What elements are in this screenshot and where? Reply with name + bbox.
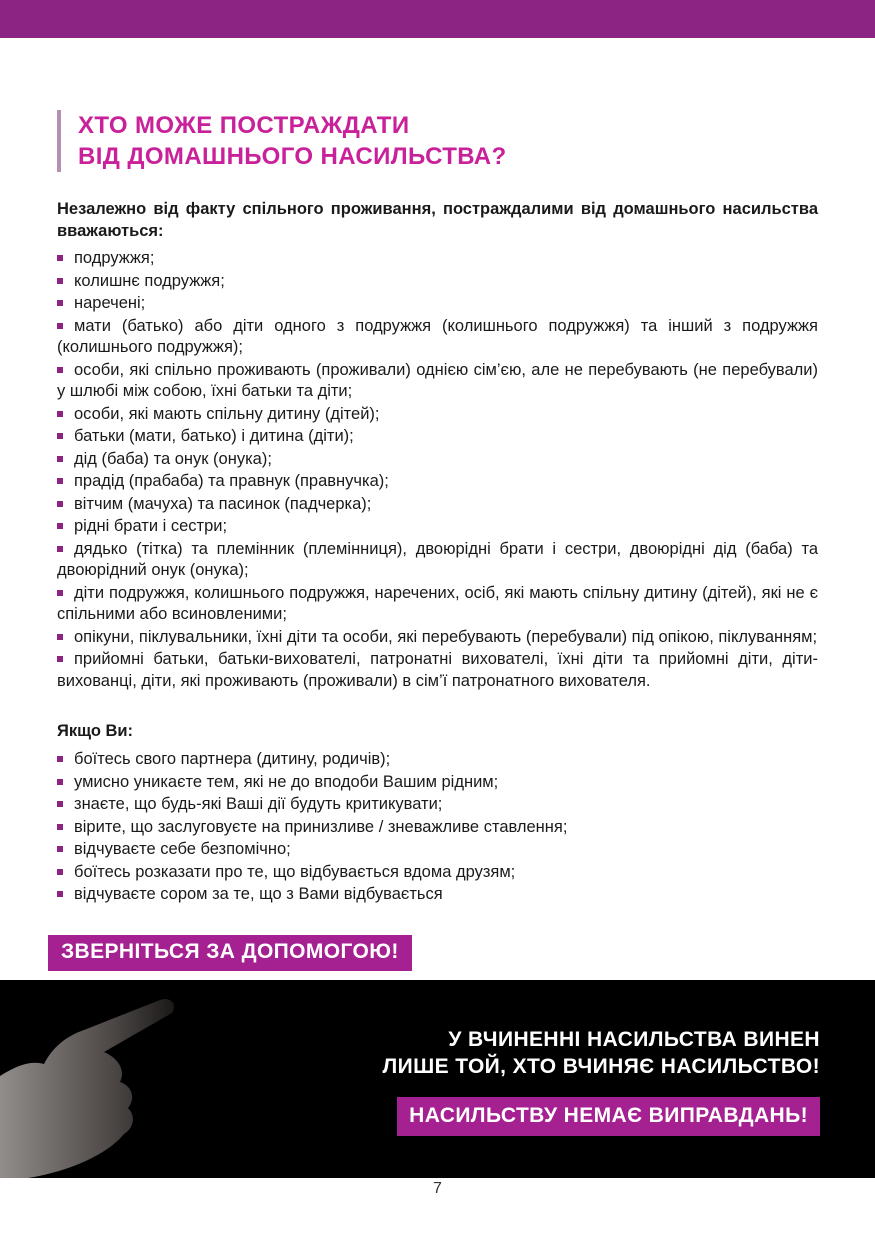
list-item: колишнє подружжя;	[57, 271, 818, 293]
page-title-line2: ВІД ДОМАШНЬОГО НАСИЛЬСТВА?	[78, 143, 507, 170]
victims-list	[57, 248, 818, 692]
list-item: умисно уникаєте тем, які не до вподоби Вашим рідним;	[57, 772, 818, 794]
list-item: опікуни, піклувальники, їхні діти та особи, які перебувають (перебували) під опікою, піклуванням;	[57, 627, 818, 649]
list-item: дядько (тітка) та племінник (племінниця), двоюрідні брати і сестри, двоюрідні дід (баба) та двоюрідний онук (онука);	[57, 539, 818, 582]
list-item: відчуваєте себе безпомічно;	[57, 839, 818, 861]
list-item: подружжя;	[57, 248, 818, 270]
banner-line2: ЛИШЕ ТОЙ, ХТО ВЧИНЯЄ НАСИЛЬСТВО!	[382, 1055, 820, 1078]
list-item: боїтесь розказати про те, що відбувається вдома друзям;	[57, 862, 818, 884]
bottom-banner	[0, 980, 875, 1178]
banner-line1: У ВЧИНЕННІ НАСИЛЬСТВА ВИНЕН	[448, 1028, 820, 1051]
list-item: діти подружжя, колишнього подружжя, наречених, осіб, які мають спільну дитину (дітей), які не є спільними або всиновленими;	[57, 583, 818, 626]
if-you-heading: Якщо Ви:	[57, 722, 134, 740]
list-item: батьки (мати, батько) і дитина (діти);	[57, 426, 818, 448]
list-item: мати (батько) або діти одного з подружжя (колишнього подружжя) та інший з подружжя (колишнього подружжя);	[57, 316, 818, 359]
list-item: відчуваєте сором за те, що з Вами відбувається	[57, 884, 818, 906]
content-area	[0, 38, 875, 971]
list-item: особи, які спільно проживають (проживали) однією сім’єю, але не перебувають (не перебували) у шлюбі між собою, їхні батьки та діти;	[57, 360, 818, 403]
page-title-line1: ХТО МОЖЕ ПОСТРАЖДАТИ	[78, 112, 410, 139]
banner-text	[382, 1026, 820, 1136]
top-accent-bar	[0, 0, 875, 38]
list-item: боїтесь свого партнера (дитину, родичів);	[57, 749, 818, 771]
list-item: вірите, що заслуговуєте на принизливе / зневажливе ставлення;	[57, 817, 818, 839]
intro-lead: Незалежно від факту спільного проживання, постраждалими від домашнього насильства вважаються:	[57, 200, 818, 240]
list-item: дід (баба) та онук (онука);	[57, 449, 818, 471]
list-item: прадід (прабаба) та правнук (правнучка);	[57, 471, 818, 493]
page-number: 7	[433, 1180, 442, 1197]
list-item: особи, які мають спільну дитину (дітей);	[57, 404, 818, 426]
list-item: рідні брати і сестри;	[57, 516, 818, 538]
call-to-action-banner: ЗВЕРНІТЬСЯ ЗА ДОПОМОГОЮ!	[48, 935, 412, 971]
list-item: наречені;	[57, 293, 818, 315]
if-you-list	[57, 749, 818, 906]
banner-highlight: НАСИЛЬСТВУ НЕМАЄ ВИПРАВДАНЬ!	[397, 1097, 820, 1136]
list-item: знаєте, що будь-які Ваші дії будуть критикувати;	[57, 794, 818, 816]
hand-photo	[0, 980, 240, 1178]
list-item: вітчим (мачуха) та пасинок (падчерка);	[57, 494, 818, 516]
list-item: прийомні батьки, батьки-вихователі, патронатні вихователі, їхні діти та прийомні діти, діти-вихованці, діти, які проживають (проживали) в сім’ї патронатного вихователя.	[57, 649, 818, 692]
page-title	[57, 110, 818, 172]
